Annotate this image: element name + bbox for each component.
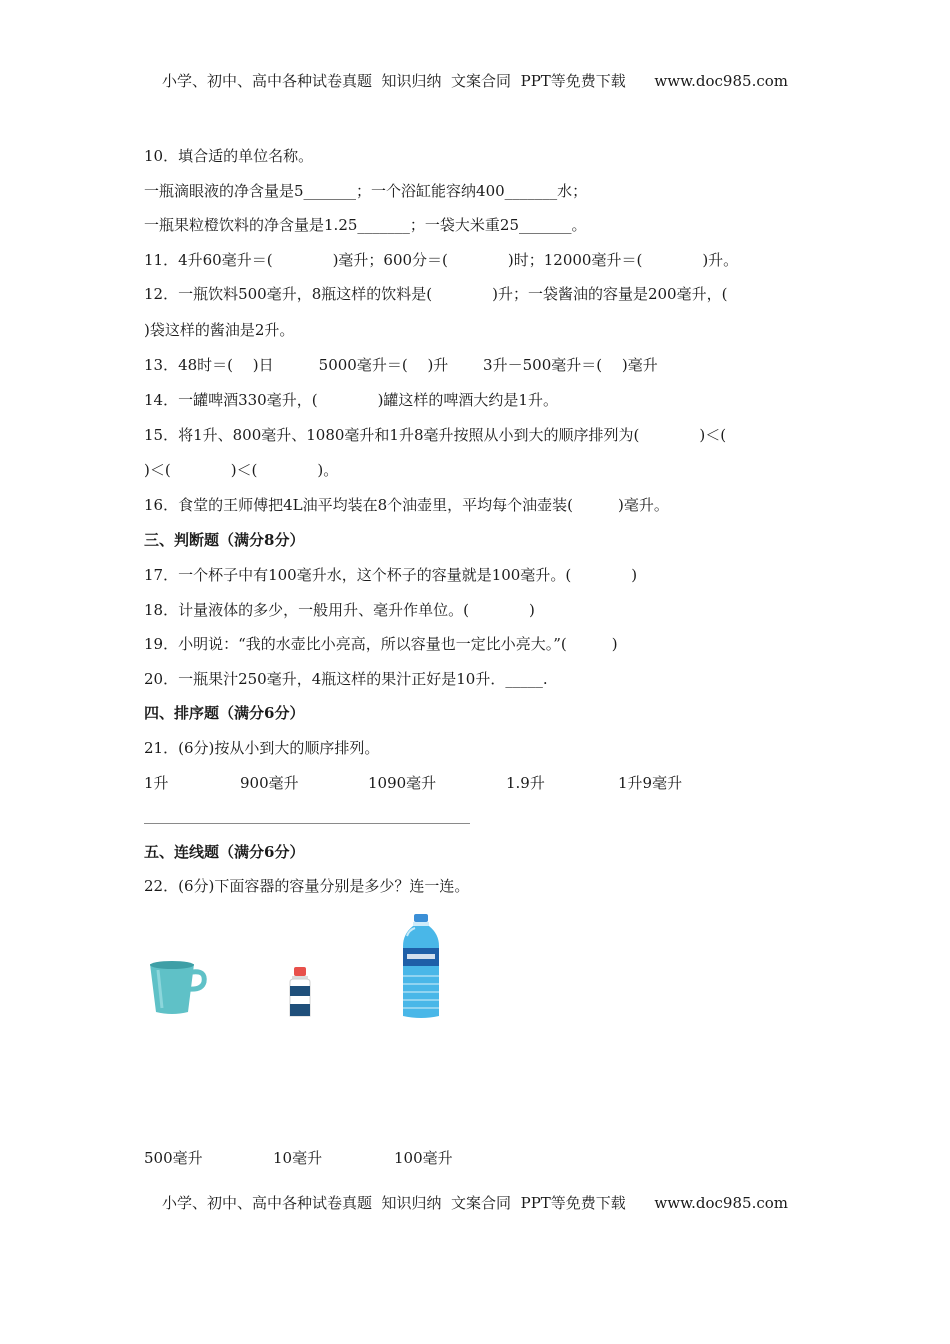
q10-line-2: 一瓶果粒橙饮料的净含量是1.25_______；一袋大米重25_______。 [144,216,587,234]
q21-option: 1.9升 [506,774,545,792]
section-matching-title: 五、连线题（满分6分） [144,843,305,861]
q20: 20．一瓶果汁250毫升，4瓶这样的果汁正好是10升．_____. [144,670,548,688]
page-footer: 小学、初中、高中各种试卷真题 知识归纳 文案合同 PPT等免费下载 www.doc985.com [161,1194,788,1212]
q21: 21．(6分)按从小到大的顺序排列。 [144,739,380,757]
q16: 16．食堂的王师傅把4L油平均装在8个油壶里，平均每个油壶装( )毫升。 [144,496,669,514]
q22-option: 100毫升 [394,1149,453,1167]
q15-line-2: )＜( )＜( )。 [144,461,339,479]
q10-line-1: 一瓶滴眼液的净含量是5_______；一个浴缸能容纳400_______水； [144,182,588,200]
section-sort-title: 四、排序题（满分6分） [144,704,305,722]
q22-option: 10毫升 [273,1149,323,1167]
q21-option: 1升 [144,774,169,792]
q21-option: 1090毫升 [368,774,437,792]
q11: 11．4升60毫升＝( )毫升；600分＝( )时；12000毫升＝( )升。 [144,251,739,269]
q21-option: 900毫升 [240,774,299,792]
q10-title: 10．填合适的单位名称。 [144,147,314,165]
q14: 14．一罐啤酒330毫升，( )罐这样的啤酒大约是1升。 [144,391,558,409]
q22: 22．(6分)下面容器的容量分别是多少？连一连。 [144,877,470,895]
q21-answer-line [144,823,470,824]
small-bottle-icon [286,966,314,1018]
q17: 17．一个杯子中有100毫升水，这个杯子的容量就是100毫升。( ) [144,566,638,584]
q19: 19．小明说：“我的水壶比小亮高，所以容量也一定比小亮大。”( ) [144,635,618,653]
q13: 13．48时＝( )日 5000毫升＝( )升 3升－500毫升＝( )毫升 [144,356,658,374]
q12-line-1: 12．一瓶饮料500毫升，8瓶这样的饮料是( )升；一袋酱油的容量是200毫升，( [144,285,728,303]
q12-line-2: )袋这样的酱油是2升。 [144,321,295,339]
q15-line-1: 15．将1升、800毫升、1080毫升和1升8毫升按照从小到大的顺序排列为( )＜( [144,426,727,444]
cup-icon [144,958,210,1018]
page-header: 小学、初中、高中各种试卷真题 知识归纳 文案合同 PPT等免费下载 www.doc985.com [161,72,788,90]
q22-option: 500毫升 [144,1149,203,1167]
q18: 18．计量液体的多少，一般用升、毫升作单位。( ) [144,601,535,619]
section-judgment-title: 三、判断题（满分8分） [144,531,305,549]
q21-option: 1升9毫升 [618,774,683,792]
water-bottle-icon [397,912,445,1020]
